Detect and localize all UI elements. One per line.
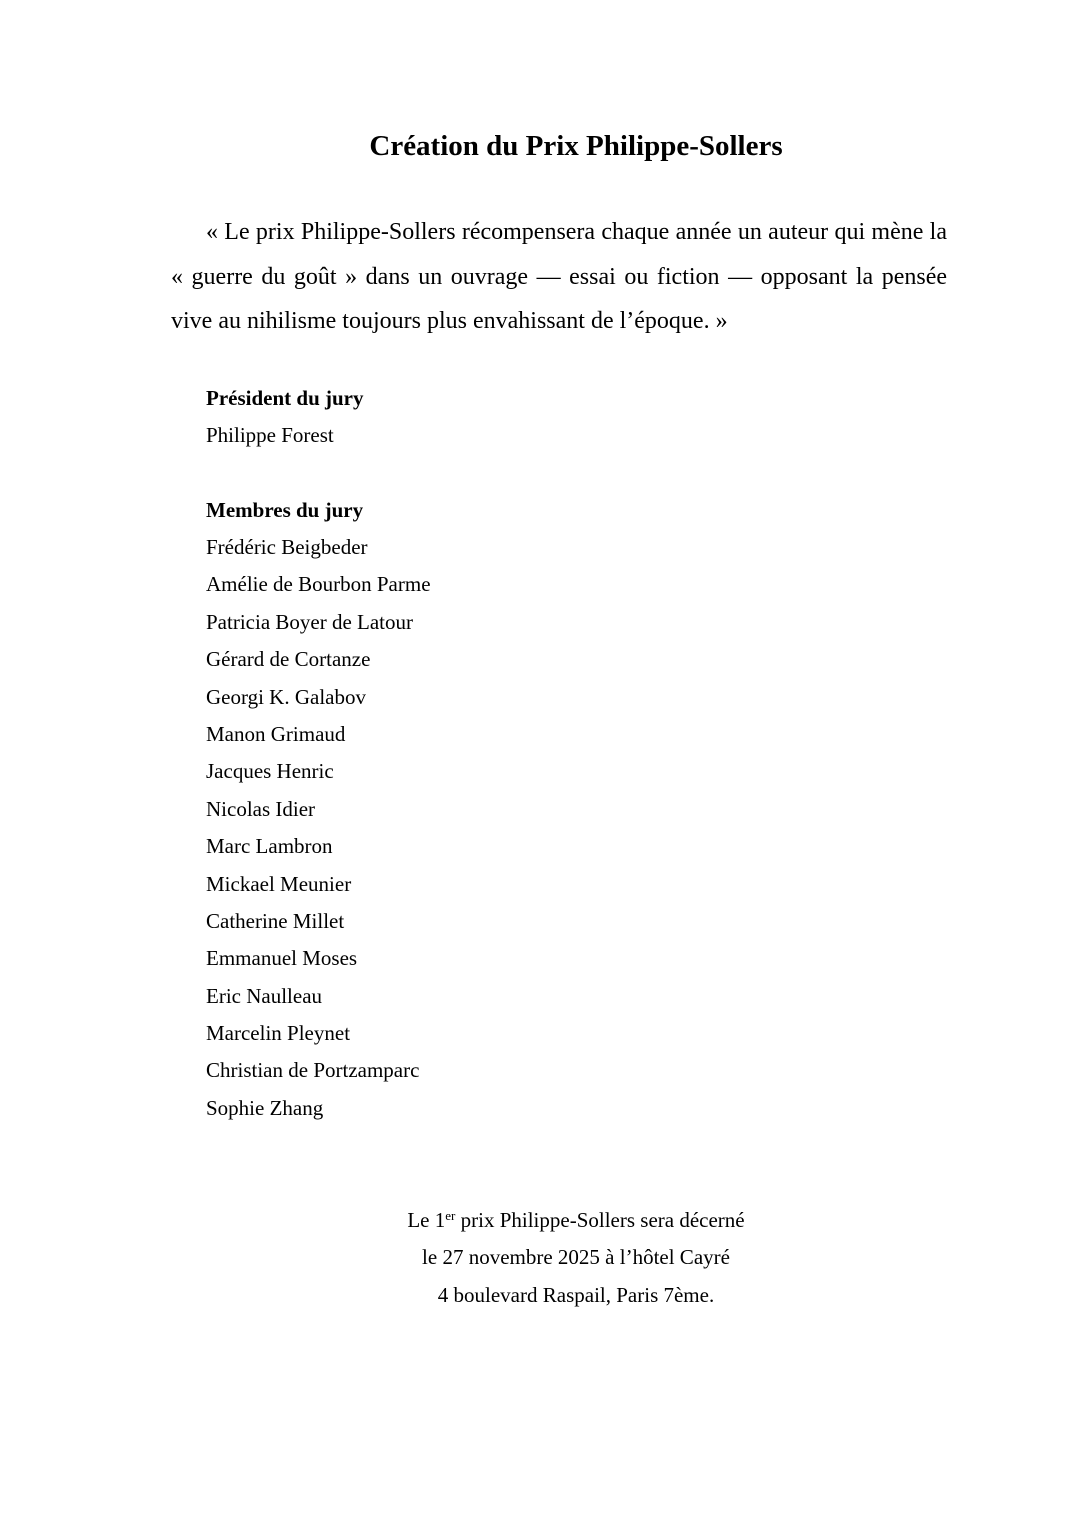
member-name: Emmanuel Moses — [206, 946, 358, 971]
member-name: Gérard de Cortanze — [206, 647, 371, 672]
closing-line-1-start: Le 1 — [407, 1208, 446, 1232]
document-title: Création du Prix Philippe-Sollers — [369, 130, 783, 162]
member-name: Eric Naulleau — [206, 983, 323, 1008]
member-name: Christian de Portzamparc — [206, 1058, 420, 1083]
member-name: Nicolas Idier — [206, 796, 316, 821]
member-name: Amélie de Bourbon Parme — [206, 572, 431, 597]
ordinal-superscript: er — [445, 1208, 456, 1223]
member-name: Marc Lambron — [206, 834, 333, 859]
closing-announcement — [0, 1206, 1074, 1318]
closing-line-1-end: prix Philippe-Sollers sera décerné — [455, 1208, 745, 1232]
member-name: Patricia Boyer de Latour — [206, 609, 414, 634]
president-heading: Président du jury — [206, 386, 364, 410]
closing-line-2: le 27 novembre 2025 à l’hôtel Cayré — [422, 1245, 730, 1270]
member-name: Mickael Meunier — [206, 871, 352, 896]
member-name: Marcelin Pleynet — [206, 1021, 351, 1046]
member-name: Manon Grimaud — [206, 721, 346, 746]
member-name: Georgi K. Galabov — [206, 684, 366, 709]
president-name: Philippe Forest — [206, 423, 334, 447]
member-name: Sophie Zhang — [206, 1095, 324, 1120]
members-list — [206, 533, 431, 1131]
closing-line-1 — [0, 1206, 1074, 1243]
member-name: Frédéric Beigbeder — [206, 535, 368, 559]
intro-paragraph: « Le prix Philippe-Sollers récompensera chaque année un auteur qui mène la « guerre du goût » dans un ouvrage — essai ou fiction — opposant la pensée vive au nihilisme toujours plus envahissant de l’époque. » — [171, 219, 947, 334]
member-name: Jacques Henric — [206, 759, 334, 784]
members-heading: Membres du jury — [206, 498, 364, 522]
closing-line-3: 4 boulevard Raspail, Paris 7ème. — [437, 1282, 715, 1307]
member-name: Catherine Millet — [206, 908, 345, 933]
